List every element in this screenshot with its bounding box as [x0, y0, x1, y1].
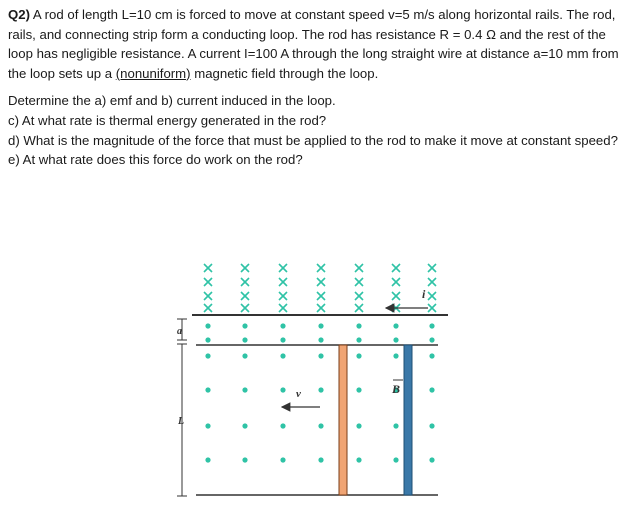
field-dot — [280, 337, 285, 342]
question-number: Q2) — [8, 7, 30, 22]
field-cross — [241, 292, 249, 300]
field-dot — [318, 337, 323, 342]
field-dot — [429, 423, 434, 428]
field-dot — [393, 323, 398, 328]
field-dot — [429, 353, 434, 358]
field-cross — [355, 292, 363, 300]
field-dot — [393, 457, 398, 462]
field-dot — [393, 423, 398, 428]
distance-a-label: a — [177, 326, 182, 337]
field-dot — [356, 457, 361, 462]
field-dot — [356, 337, 361, 342]
field-dot — [205, 337, 210, 342]
loop-figure — [160, 252, 460, 506]
problem-text — [8, 5, 620, 170]
field-dot — [429, 323, 434, 328]
field-dot — [318, 387, 323, 392]
field-cross — [392, 278, 400, 286]
field-cross — [428, 264, 436, 272]
field-dot — [280, 423, 285, 428]
moving-rod — [339, 345, 347, 495]
field-cross — [204, 292, 212, 300]
field-cross — [279, 292, 287, 300]
question-d: d) What is the magnitude of the force that must be applied to the rod to make it move at constant speed? — [8, 132, 618, 148]
field-dot — [205, 457, 210, 462]
field-dot — [318, 323, 323, 328]
field-dot — [205, 387, 210, 392]
field-dot — [242, 353, 247, 358]
field-dot — [356, 353, 361, 358]
question-c: c) At what rate is thermal energy generated in the rod? — [8, 112, 327, 128]
field-dot — [242, 387, 247, 392]
loop-diagram — [160, 252, 460, 506]
problem-intro — [8, 5, 620, 83]
field-dot — [429, 337, 434, 342]
field-cross — [204, 278, 212, 286]
field-dot — [280, 323, 285, 328]
field-dot — [280, 387, 285, 392]
field-dot — [429, 387, 434, 392]
field-cross — [317, 264, 325, 272]
field-B-label: B — [392, 382, 401, 396]
field-dot — [205, 353, 210, 358]
field-cross — [204, 304, 212, 312]
field-cross — [428, 278, 436, 286]
field-cross — [428, 304, 436, 312]
field-cross — [428, 292, 436, 300]
field-dot — [205, 323, 210, 328]
field-cross — [241, 304, 249, 312]
field-dot — [242, 323, 247, 328]
field-dot — [393, 337, 398, 342]
field-cross — [317, 304, 325, 312]
field-dot — [280, 353, 285, 358]
field-cross — [241, 264, 249, 272]
field-dot — [318, 423, 323, 428]
question-e: e) At what rate does this force do work on the rod? — [8, 152, 303, 168]
connecting-strip — [404, 345, 412, 495]
field-dot — [242, 423, 247, 428]
field-cross — [317, 292, 325, 300]
field-dot — [356, 387, 361, 392]
field-dot — [205, 423, 210, 428]
field-into-page-markers — [204, 264, 436, 312]
field-cross — [279, 304, 287, 312]
field-cross — [204, 264, 212, 272]
field-cross — [317, 278, 325, 286]
field-dot — [242, 457, 247, 462]
field-cross — [355, 304, 363, 312]
intro-text-end: magnetic field through the loop. — [194, 65, 379, 81]
field-dot — [429, 457, 434, 462]
field-dot — [280, 457, 285, 462]
nonuniform-underlined: (nonuniform) — [115, 65, 191, 81]
intro-text: A rod of length L=10 cm is forced to move at constant speed v=5 m/s along horizontal rails. The rod, rails, and connecting strip form a conducting loop. The rod has resistance R = 0.4 Ω and the rest of the loop has negligible resistance. A current I=100 A through the long straight wire at distance a=10 mm from the loop sets up a — [8, 7, 619, 81]
field-dot — [393, 353, 398, 358]
field-dot — [356, 323, 361, 328]
field-dot — [318, 457, 323, 462]
velocity-label: v — [296, 388, 301, 400]
field-cross — [392, 264, 400, 272]
field-cross — [392, 292, 400, 300]
field-cross — [355, 264, 363, 272]
field-cross — [241, 278, 249, 286]
field-dot — [242, 337, 247, 342]
field-cross — [279, 278, 287, 286]
field-cross — [279, 264, 287, 272]
field-dot — [356, 423, 361, 428]
question-a-b: Determine the a) emf and b) current induced in the loop. — [8, 93, 336, 109]
length-L-label: L — [178, 416, 185, 427]
field-dot — [318, 353, 323, 358]
current-label: i — [422, 287, 426, 301]
field-cross — [355, 278, 363, 286]
